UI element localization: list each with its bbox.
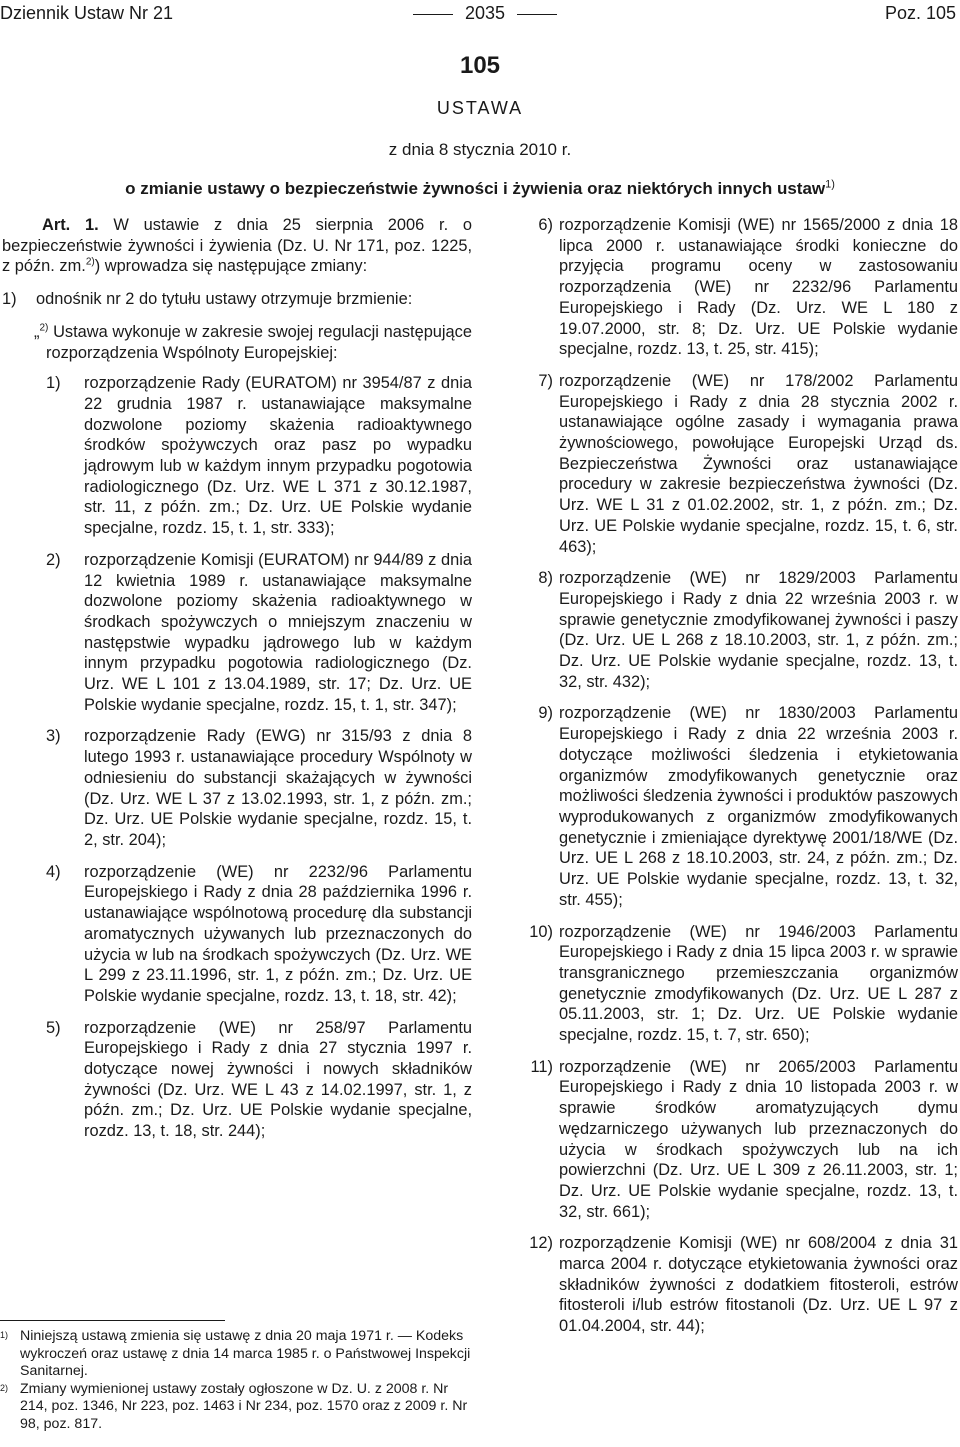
point-number: 1)	[2, 290, 17, 309]
act-type: USTAWA	[436, 98, 524, 118]
item-number: 8)	[538, 569, 553, 588]
regulation-item	[498, 1057, 958, 1223]
item-number: 2)	[46, 550, 61, 569]
item-text: rozporządzenie (WE) nr 1946/2003 Parlamentu Europejskiego i Rady z dnia 15 lipca 2003 r. w sprawie transgranicznego przemieszczania organizmów genetycznie zmodyfikowanych (Dz. Urz. UE L 287 z 05.11.2003, str. 1; Dz. Urz. UE Polskie wydanie specjalne, rozdz. 15, t. 7, str. 650);	[559, 922, 958, 1045]
position-label: Poz. 105	[884, 3, 956, 23]
regulation-item	[498, 703, 958, 910]
regulation-item	[46, 726, 472, 850]
footnote	[0, 1328, 472, 1381]
quote-mark: „	[34, 322, 40, 341]
regulation-item	[46, 1018, 472, 1142]
article-1	[2, 215, 472, 277]
quoted-footnote	[2, 322, 472, 363]
regulation-item	[46, 373, 472, 539]
item-number: 12)	[529, 1234, 553, 1253]
footnote-number: 1)	[0, 1330, 9, 1340]
item-number: 11)	[530, 1057, 553, 1076]
regulation-item	[46, 550, 472, 716]
regulation-item	[498, 922, 958, 1046]
act-date: z dnia 8 stycznia 2010 r.	[388, 140, 572, 159]
item-number: 9)	[538, 704, 553, 723]
article-text-a: W ustawie z dnia 25 sierpnia 2006 r. o bezpieczeństwie żywności i żywienia (Dz. U. Nr 171, poz. 1225, z późn. zm.	[2, 216, 472, 276]
item-text: rozporządzenie (WE) nr 178/2002 Parlamentu Europejskiego i Rady z dnia 28 stycznia 2002 r. ustanawiające ogólne zasady i wymagania prawa żywnościowego, powołujące Europejski Urząd ds. Bezpieczeństwa Żywności oraz ustanawiające procedury w zakresie bezpieczeństwa żywności (Dz. Urz. WE L 31 z 01.02.2002, str. 1, z późn. zm.; Dz. Urz. UE Polskie wydanie specjalne, rozdz. 15, t. 6, str. 463);	[559, 371, 958, 556]
item-number: 6)	[538, 216, 553, 234]
regulation-list-left	[2, 373, 472, 1142]
act-number: 105	[459, 52, 501, 79]
item-number: 5)	[46, 1018, 61, 1037]
footnote-ref: 2)	[85, 256, 95, 268]
item-number: 10)	[529, 922, 553, 941]
item-text: rozporządzenie (WE) nr 258/97 Parlamentu Europejskiego i Rady z dnia 27 stycznia 1997 r. dotyczące nowej żywności i nowych składników żywności (Dz. Urz. WE L 43 z 14.02.1997, str. 1, z późn. zm.; Dz. Urz. UE Polskie wydanie specjalne, rozdz. 13, t. 18, str. 244);	[84, 1018, 472, 1141]
dash-left	[413, 14, 453, 15]
dash-right	[517, 14, 557, 15]
footnote-ref: 2)	[39, 322, 49, 334]
article-text-b: ) wprowadza się następujące zmiany:	[94, 257, 368, 276]
footnote-ref: 1)	[825, 178, 835, 191]
act-title-text: o zmianie ustawy o bezpieczeństwie żywności i żywienia oraz niektórych innych ustaw	[125, 179, 826, 198]
point-1	[2, 289, 472, 310]
footnote-text: Zmiany wymienionej ustawy zostały ogłoszone w Dz. U. z 2008 r. Nr 214, poz. 1346, Nr 223, poz. 1463 i Nr 234, poz. 1570 oraz z 2009 r. Nr 98, poz. 817.	[20, 1380, 468, 1432]
item-text: rozporządzenie (WE) nr 2232/96 Parlamentu Europejskiego i Rady z dnia 28 października 1996 r. ustanawiające wspólnotową procedurę dla substancji aromatycznych używanych lub przeznaczonych do użycia w lub na środkach spożywczych (Dz. Urz. WE L 299 z 23.11.1996, str. 1, z późn. zm.; Dz. Urz. UE Polskie wydanie specjalne, rozdz. 13, t. 18, str. 42);	[84, 862, 472, 1005]
footnote-text: Niniejszą ustawą zmienia się ustawę z dnia 20 maja 1971 r. — Kodeks wykroczeń oraz ustawę z dnia 14 marca 1985 r. o Państwowej Inspekcji Sanitarnej.	[20, 1328, 471, 1380]
page-number	[380, 0, 590, 26]
item-text: rozporządzenie Komisji (EURATOM) nr 944/89 z dnia 12 kwietnia 1989 r. ustanawiające maksymalne dozwolone poziomy skażenia radioaktywnego w środkach spożywczych o mniejszym znaczeniu w następstwie wypadku jądrowego lub w każdym innym przypadku pogotowia radiologicznego (Dz. Urz. WE L 101 z 13.04.1989, str. 17; Dz. Urz. UE Polskie wydanie specjalne, rozdz. 15, t. 1, str. 347);	[84, 550, 472, 714]
item-text: rozporządzenie Rady (EURATOM) nr 3954/87 z dnia 22 grudnia 1987 r. ustanawiające maksymalne dozwolone poziomy skażenia radioaktywnego środków spożywczych oraz pasz po wypadku jądrowym lub w każdym innym przypadku pogotowia radiologicznego (Dz. Urz. WE L 371 z 30.12.1987, str. 11, z późn. zm.; Dz. Urz. UE Polskie wydanie specjalne, rozdz. 15, t. 1, str. 333);	[84, 374, 472, 538]
item-text: rozporządzenie (WE) nr 1829/2003 Parlamentu Europejskiego i Rady z dnia 22 września 2003 r. w sprawie genetycznie zmodyfikowanej żywności i paszy (Dz. Urz. UE L 268 z 18.10.2003, str. 1, z późn. zm.; Dz. Urz. UE Polskie wydanie specjalne, rozdz. 13, t. 32, str. 432);	[559, 569, 958, 691]
regulation-item	[498, 215, 958, 360]
footnote-number: 2)	[0, 1382, 9, 1393]
quote-text: Ustawa wykonuje w zakresie swojej regulacji następujące rozporządzenia Wspólnoty Europejskiej:	[46, 322, 472, 362]
right-column	[498, 215, 958, 1348]
item-number: 1)	[46, 374, 61, 393]
footnote-separator	[0, 1320, 225, 1321]
article-label: Art. 1.	[42, 216, 99, 234]
footnote	[0, 1381, 472, 1434]
item-text: rozporządzenie (WE) nr 1830/2003 Parlamentu Europejskiego i Rady z dnia 22 września 2003 r. dotyczące możliwości śledzenia i etykietowania organizmów zmodyfikowanych genetycznie oraz możliwości śledzenia żywności i produktów paszowych wyprodukowanych z organizmów zmodyfikowanych genetycznie i zmieniające dyrektywę 2001/18/WE (Dz. Urz. UE L 268 z 18.10.2003, str. 24, z późn. zm.; Dz. Urz. UE Polskie wydanie specjalne, rozdz. 13, t. 32, str. 455);	[559, 704, 958, 909]
left-column	[2, 215, 472, 1153]
quote-intro	[34, 322, 472, 363]
item-text: rozporządzenie (WE) nr 2065/2003 Parlamentu Europejskiego i Rady z dnia 10 listopada 2003 r. w sprawie środków aromatyzujących dymu wędzarniczego używanych lub przeznaczonych do użycia w środkach spożywczych lub na ich powierzchni (Dz. Urz. UE L 309 z 26.11.2003, str. 1; Dz. Urz. UE Polskie wydanie specjalne, rozdz. 13, t. 32, str. 661);	[559, 1057, 958, 1221]
footnotes	[0, 1328, 472, 1434]
regulation-item	[498, 1233, 958, 1337]
item-number: 4)	[46, 862, 61, 881]
regulation-item	[46, 862, 472, 1007]
item-number: 7)	[538, 371, 553, 390]
running-header	[0, 0, 960, 26]
regulation-item	[498, 568, 958, 692]
page-number-text: 2035	[464, 3, 506, 23]
journal-name: Dziennik Ustaw Nr 21	[0, 3, 174, 23]
point-text: odnośnik nr 2 do tytułu ustawy otrzymuje brzmienie:	[36, 290, 413, 309]
item-text: rozporządzenie Rady (EWG) nr 315/93 z dnia 8 lutego 1993 r. ustanawiające procedury Wspólnoty w odniesieniu do substancji skażających w żywności (Dz. Urz. WE L 37 z 13.02.1993, str. 1, z późn. zm.; Dz. Urz. UE Polskie wydanie specjalne, rozdz. 15, t. 2, str. 204);	[84, 727, 472, 849]
item-number: 3)	[46, 727, 61, 746]
item-text: rozporządzenie Komisji (WE) nr 1565/2000 z dnia 18 lipca 2000 r. ustanawiające środki konieczne do przyjęcia programu oceny w zastosowaniu rozporządzenia (WE) nr 2232/96 Parlamentu Europejskiego i Rady (Dz. Urz. WE L 180 z 19.07.2000, str. 8; Dz. Urz. UE Polskie wydanie specjalne, rozdz. 13, t. 25, str. 415);	[559, 216, 958, 359]
regulation-item	[498, 371, 958, 557]
item-text: rozporządzenie Komisji (WE) nr 608/2004 z dnia 31 marca 2004 r. dotyczące etykietowania żywności oraz składników żywności z dodatkiem fitosteroli, estrów fitosteroli i/lub estrów fitostanoli (Dz. Urz. UE L 97 z 01.04.2004, str. 44);	[559, 1234, 958, 1336]
act-title	[0, 179, 960, 199]
